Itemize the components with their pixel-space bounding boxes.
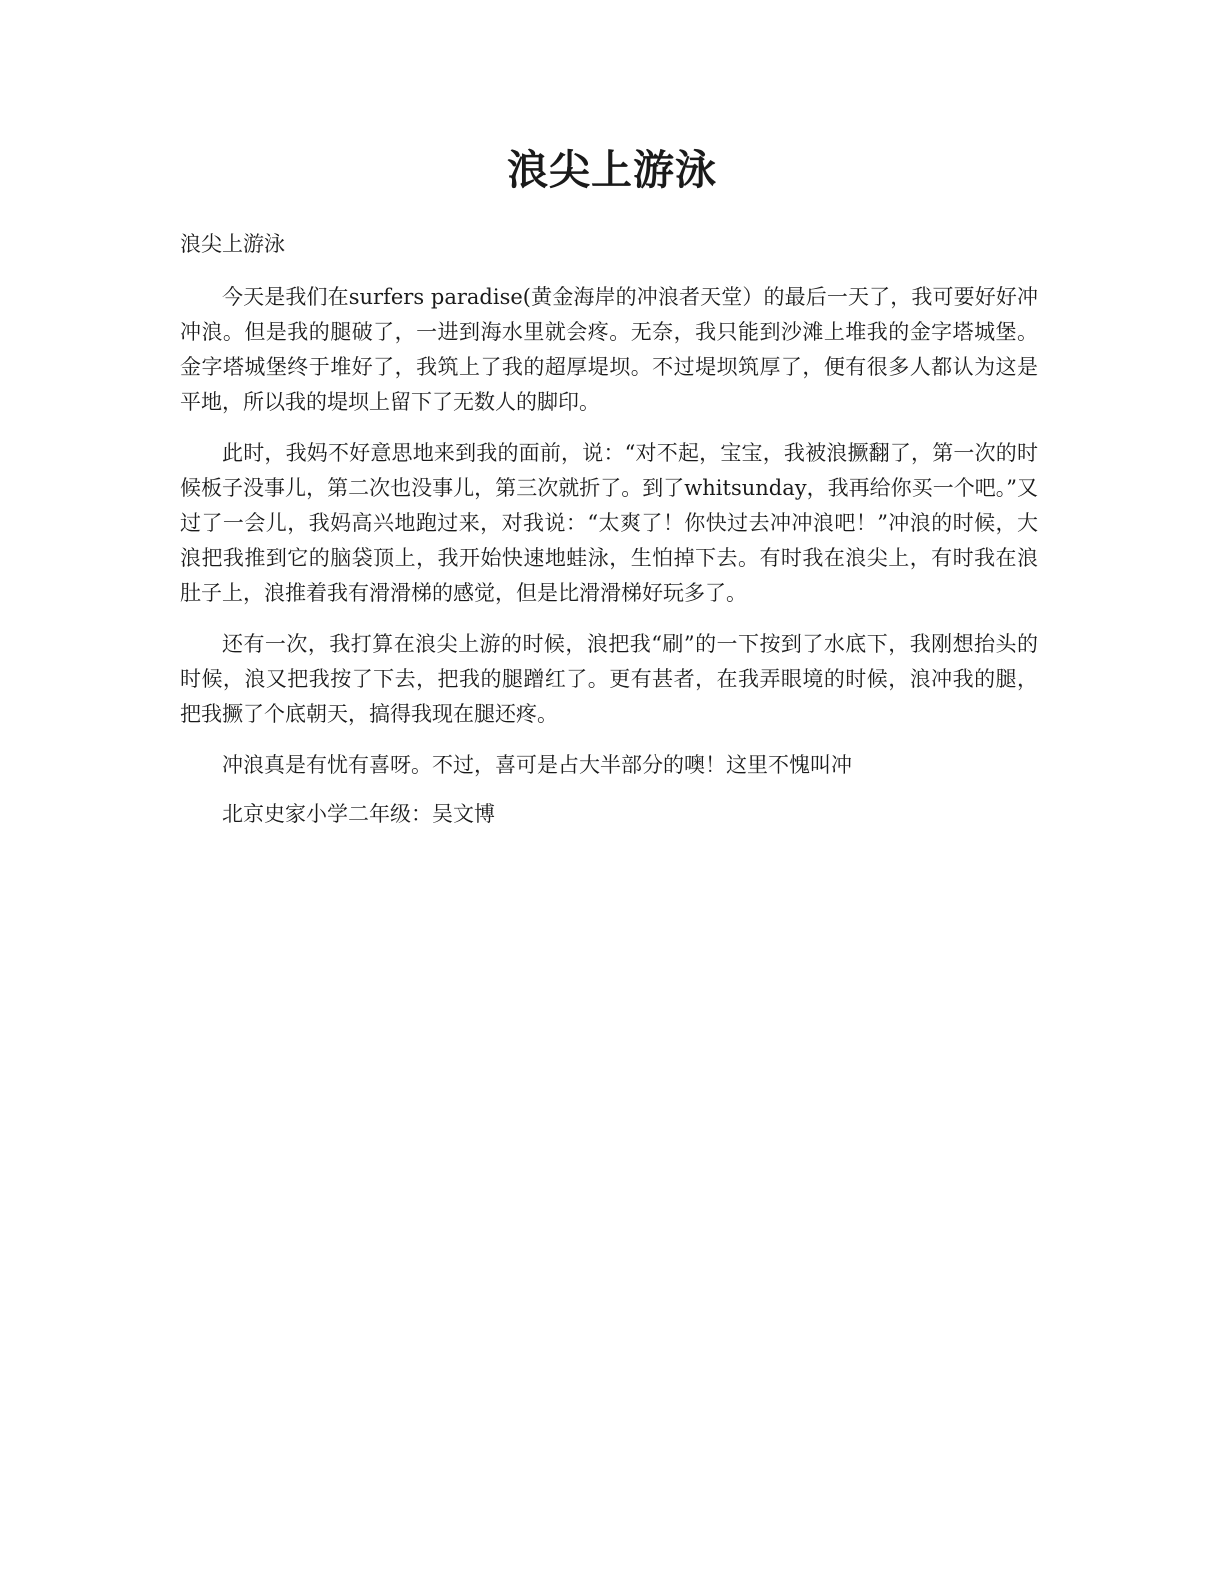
document-subheading: 浪尖上游泳 (180, 232, 285, 256)
paragraph-4: 冲浪真是有忧有喜呀。不过，喜可是占大半部分的噢！这里不愧叫冲 (222, 753, 852, 777)
author-line: 北京史家小学二年级：吴文博 (222, 802, 495, 826)
paragraph-3: 还有一次，我打算在浪尖上游的时候，浪把我“刷”的一下按到了水底下，我刚想抬头的时候，浪又把我按了下去，把我的腿蹭红了。更有甚者，在我弄眼境的时候，浪冲我的腿，把我撅了个底朝天，搞得我现在腿还疼。 (180, 632, 1038, 726)
document-body (180, 226, 1038, 846)
document-title: 浪尖上游泳 (507, 146, 717, 194)
paragraph-1: 今天是我们在surfers paradise(黄金海岸的冲浪者天堂）的最后一天了，我可要好好冲冲浪。但是我的腿破了，一进到海水里就会疼。无奈，我只能到沙滩上堆我的金字塔城堡。金字塔城堡终于堆好了，我筑上了我的超厚堤坝。不过堤坝筑厚了，便有很多人都认为这是平地，所以我的堤坝上留下了无数人的脚印。 (180, 285, 1038, 414)
paragraph-2: 此时，我妈不好意思地来到我的面前，说：“对不起，宝宝，我被浪撅翻了，第一次的时候板子没事儿，第二次也没事儿，第三次就折了。到了whitsunday，我再给你买一个吧。”又过了一会儿，我妈高兴地跑过来，对我说：“太爽了！你快过去冲冲浪吧！”冲浪的时候，大浪把我推到它的脑袋顶上，我开始快速地蛙泳，生怕掉下去。有时我在浪尖上，有时我在浪肚子上，浪推着我有滑滑梯的感觉，但是比滑滑梯好玩多了。 (180, 441, 1038, 605)
